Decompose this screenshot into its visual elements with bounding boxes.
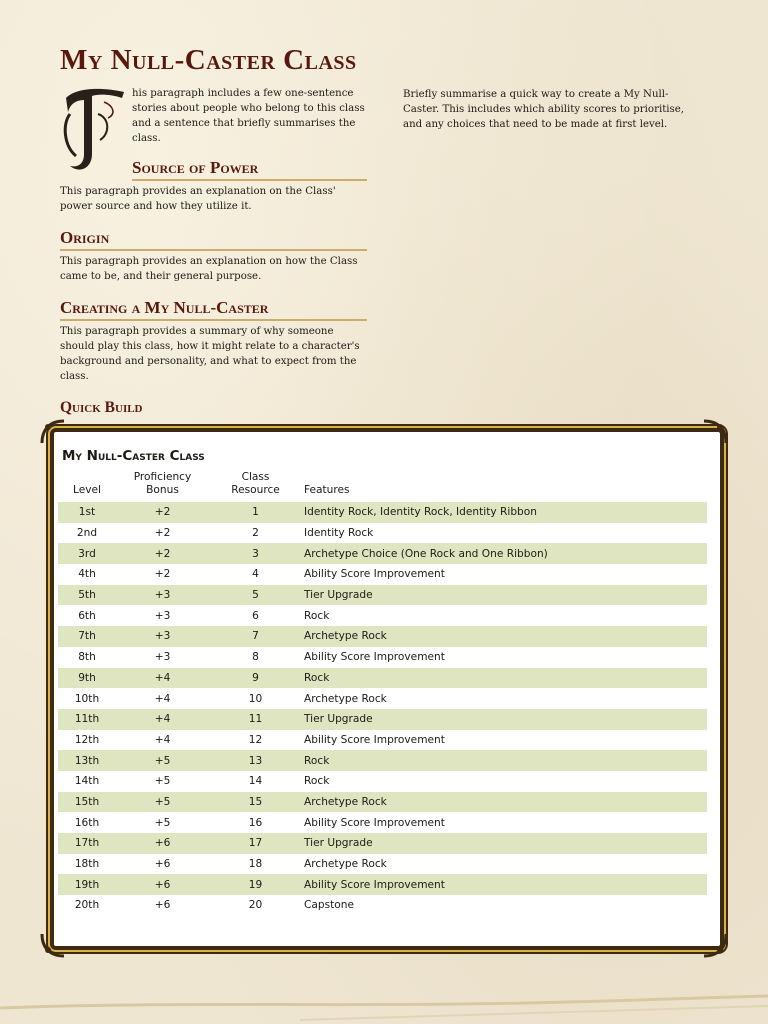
cell-proficiency: +4 [154, 733, 171, 746]
cell-resource: 17 [209, 833, 302, 854]
cell-features: Ability Score Improvement [302, 874, 707, 895]
cell-level: 18th [74, 858, 100, 871]
table-row [58, 833, 707, 854]
cell-resource: 2 [252, 527, 259, 540]
cell-resource: 11 [209, 709, 302, 730]
cell-resource: 19 [209, 874, 302, 895]
cell-level: 19th [58, 874, 116, 895]
cell-features: Ability Score Improvement [304, 651, 445, 664]
cell-level: 17th [58, 833, 116, 854]
header-features: Features [304, 484, 350, 496]
intro-paragraph [60, 86, 367, 176]
table-row [58, 812, 707, 833]
cell-features: Archetype Rock [302, 626, 707, 647]
table-row [58, 668, 707, 689]
cell-resource: 9 [209, 668, 302, 689]
cell-resource: 10 [248, 692, 263, 705]
cell-features: Archetype Rock [304, 692, 387, 705]
page-footer-ornament [0, 990, 768, 1024]
cell-features: Archetype Rock [302, 792, 707, 813]
header-proficiency-line1: Proficiency [133, 471, 192, 483]
cell-proficiency: +2 [116, 502, 209, 523]
cell-level: 1st [58, 502, 116, 523]
cell-features: Archetype Rock [304, 858, 387, 871]
cell-resource: 5 [209, 585, 302, 606]
cell-resource: 16 [248, 816, 263, 829]
cell-level: 15th [58, 792, 116, 813]
cell-resource: 14 [248, 775, 263, 788]
header-level: Level [73, 484, 101, 496]
cell-features: Identity Rock [304, 527, 374, 540]
table-row [58, 688, 707, 709]
cell-features: Identity Rock, Identity Rock, Identity Ribbon [302, 502, 707, 523]
header-proficiency-line2: Bonus [146, 484, 179, 496]
cell-level: 8th [78, 651, 96, 664]
table-row [58, 585, 707, 606]
cell-level: 13th [58, 750, 116, 771]
header-resource-line1: Class [241, 471, 270, 483]
cell-features: Capstone [304, 899, 354, 912]
class-table [58, 471, 707, 916]
table-row [58, 709, 707, 730]
cell-level: 16th [74, 816, 100, 829]
table-row [58, 605, 707, 626]
cell-proficiency: +4 [116, 668, 209, 689]
cell-proficiency: +3 [116, 585, 209, 606]
cell-resource: 15 [209, 792, 302, 813]
cell-resource: 8 [252, 651, 259, 664]
cell-level: 3rd [58, 543, 116, 564]
section-heading: Creating a My Null-Caster [60, 298, 367, 321]
cell-resource: 20 [248, 899, 263, 912]
table-header-row [58, 471, 707, 502]
frame-corner-icon [702, 419, 728, 445]
cell-resource: 7 [209, 626, 302, 647]
table-row [58, 523, 707, 544]
cell-proficiency: +2 [116, 543, 209, 564]
cell-proficiency: +3 [116, 626, 209, 647]
table-row [58, 647, 707, 668]
cell-level: 2nd [76, 527, 98, 540]
cell-resource: 3 [209, 543, 302, 564]
cell-proficiency: +3 [154, 609, 171, 622]
table-row [58, 564, 707, 585]
cell-level: 14th [74, 775, 100, 788]
table-row [58, 895, 707, 916]
cell-proficiency: +6 [116, 833, 209, 854]
quick-build-heading: Quick Build [60, 399, 143, 416]
cell-features: Rock [302, 750, 707, 771]
cell-resource: 4 [252, 568, 259, 581]
section-text: This paragraph provides an explanation on how the Class came to be, and their general purpose. [60, 256, 358, 282]
cell-features: Tier Upgrade [302, 585, 707, 606]
cell-level: 20th [74, 899, 100, 912]
table-title: My Null-Caster Class [62, 448, 205, 464]
intro-text: his paragraph includes a few one-sentence stories about people who belong to this class and a sentence that briefly summarises the class. [132, 88, 365, 144]
cell-proficiency: +6 [116, 874, 209, 895]
page-title: My Null-Caster Class [60, 44, 357, 76]
cell-level: 9th [58, 668, 116, 689]
cell-features: Rock [304, 775, 330, 788]
drop-cap-t-icon [58, 84, 128, 176]
cell-proficiency: +6 [154, 858, 171, 871]
cell-resource: 6 [252, 609, 259, 622]
cell-level: 7th [58, 626, 116, 647]
table-row [58, 792, 707, 813]
cell-level: 10th [74, 692, 100, 705]
section-heading: Origin [60, 228, 367, 251]
header-class-resource [209, 471, 302, 502]
header-proficiency [116, 471, 209, 502]
section-heading: Source of Power [132, 158, 367, 181]
cell-level: 11th [58, 709, 116, 730]
frame-corner-icon [40, 932, 66, 958]
cell-proficiency: +5 [116, 792, 209, 813]
cell-features: Ability Score Improvement [304, 816, 445, 829]
cell-features: Tier Upgrade [302, 833, 707, 854]
quick-build-text: Briefly summarise a quick way to create a My Null-Caster. This includes which ability scores to prioritise, and any choices that need to be made at first level. [403, 89, 685, 130]
table-row [58, 626, 707, 647]
cell-features: Rock [304, 609, 330, 622]
table-row [58, 502, 707, 523]
cell-proficiency: +5 [116, 750, 209, 771]
cell-proficiency: +4 [116, 709, 209, 730]
cell-features: Tier Upgrade [302, 709, 707, 730]
cell-proficiency: +5 [154, 775, 171, 788]
table-row [58, 730, 707, 751]
cell-level: 6th [78, 609, 96, 622]
table-body [58, 502, 707, 916]
table-row [58, 874, 707, 895]
table-row [58, 543, 707, 564]
cell-features: Ability Score Improvement [304, 733, 445, 746]
frame-corner-icon [40, 419, 66, 445]
table-row [58, 854, 707, 875]
cell-proficiency: +6 [154, 899, 171, 912]
cell-proficiency: +4 [154, 692, 171, 705]
left-column [60, 86, 367, 417]
cell-proficiency: +2 [154, 568, 171, 581]
cell-level: 5th [58, 585, 116, 606]
cell-level: 4th [78, 568, 96, 581]
cell-proficiency: +5 [154, 816, 171, 829]
table-row [58, 750, 707, 771]
cell-proficiency: +3 [154, 651, 171, 664]
cell-features: Archetype Choice (One Rock and One Ribbon) [302, 543, 707, 564]
section-text: This paragraph provides a summary of why someone should play this class, how it might relate to a character's background and personality, and what to expect from the class. [60, 326, 360, 382]
frame-corner-icon [702, 932, 728, 958]
right-column [403, 87, 703, 132]
header-resource-line2: Resource [231, 484, 280, 496]
cell-resource: 13 [209, 750, 302, 771]
cell-proficiency: +2 [154, 527, 171, 540]
section-text: This paragraph provides an explanation on the Class' power source and how they utilize it. [60, 186, 336, 212]
table-row [58, 771, 707, 792]
cell-resource: 12 [248, 733, 263, 746]
cell-resource: 1 [209, 502, 302, 523]
cell-features: Ability Score Improvement [304, 568, 445, 581]
cell-level: 12th [74, 733, 100, 746]
cell-features: Rock [302, 668, 707, 689]
cell-resource: 18 [248, 858, 263, 871]
